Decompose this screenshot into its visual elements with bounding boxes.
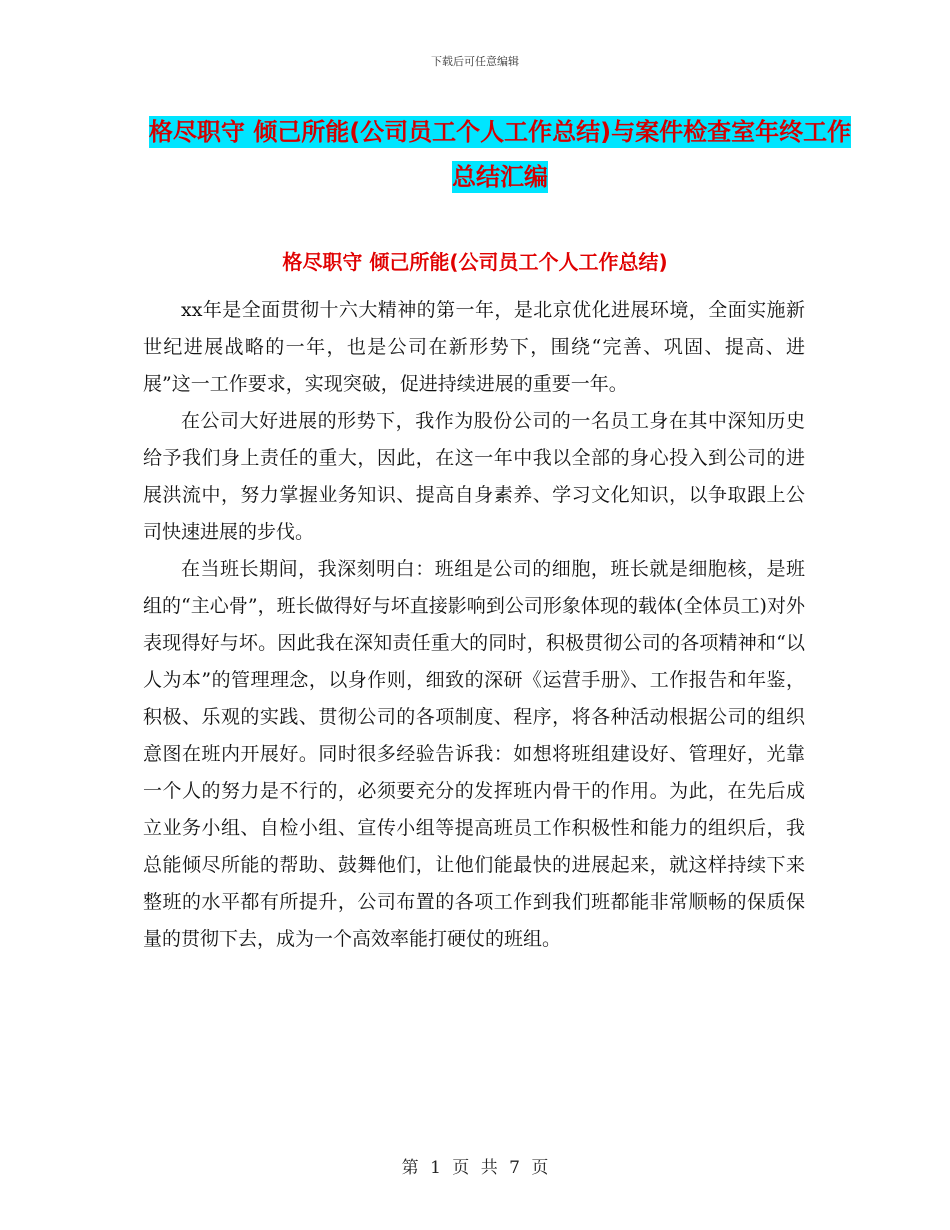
section-title: 格尽职守 倾己所能(公司员工个人工作总结): [282, 250, 668, 274]
paragraph: xx年是全面贯彻十六大精神的第一年，是北京优化进展环境，全面实施新世纪进展战略的一年，也是公司在新形势下，围绕“完善、巩固、提高、进展”这一工作要求，实现突破，促进持续进展的重要一年。: [143, 299, 805, 395]
paragraph: 在当班长期间，我深刻明白：班组是公司的细胞，班长就是细胞核，是班组的“主心骨”，班长做得好与坏直接影响到公司形象体现的载体(全体员工)对外表现得好与坏。因此我在深知责任重大的同时，积极贯彻公司的各项精神和“以人为本”的管理理念，以身作则，细致的深研《运营手册》、工作报告和年鉴，积极、乐观的实践、贯彻公司的各项制度、程序，将各种活动根据公司的组织意图在班内开展好。同时很多经验告诉我：如想将班组建设好、管理好，光靠一个人的努力是不行的，必须要充分的发挥班内骨干的作用。为此，在先后成立业务小组、自检小组、宣传小组等提高班员工作积极性和能力的组织后，我总能倾尽所能的帮助、鼓舞他们，让他们能最快的进展起来，就这样持续下来整班的水平都有所提升，公司布置的各项工作到我们班都能非常顺畅的保质保量的贯彻下去，成为一个高效率能打硬仗的班组。: [143, 558, 805, 950]
paragraph: 在公司大好进展的形势下，我作为股份公司的一名员工身在其中深知历史给予我们身上责任的重大，因此，在这一年中我以全部的身心投入到公司的进展洪流中，努力掌握业务知识、提高自身素养、学习文化知识，以争取跟上公司快速进展的步伐。: [143, 410, 805, 543]
page-number: 第 1 页 共 7 页: [401, 1158, 549, 1178]
document-body: [143, 292, 805, 958]
document-title-text: 格尽职守 倾己所能(公司员工个人工作总结)与案件检查室年终工作总结汇编: [148, 118, 852, 191]
document-title: [140, 110, 860, 200]
header-note: 下载后可任意编辑: [431, 55, 519, 68]
